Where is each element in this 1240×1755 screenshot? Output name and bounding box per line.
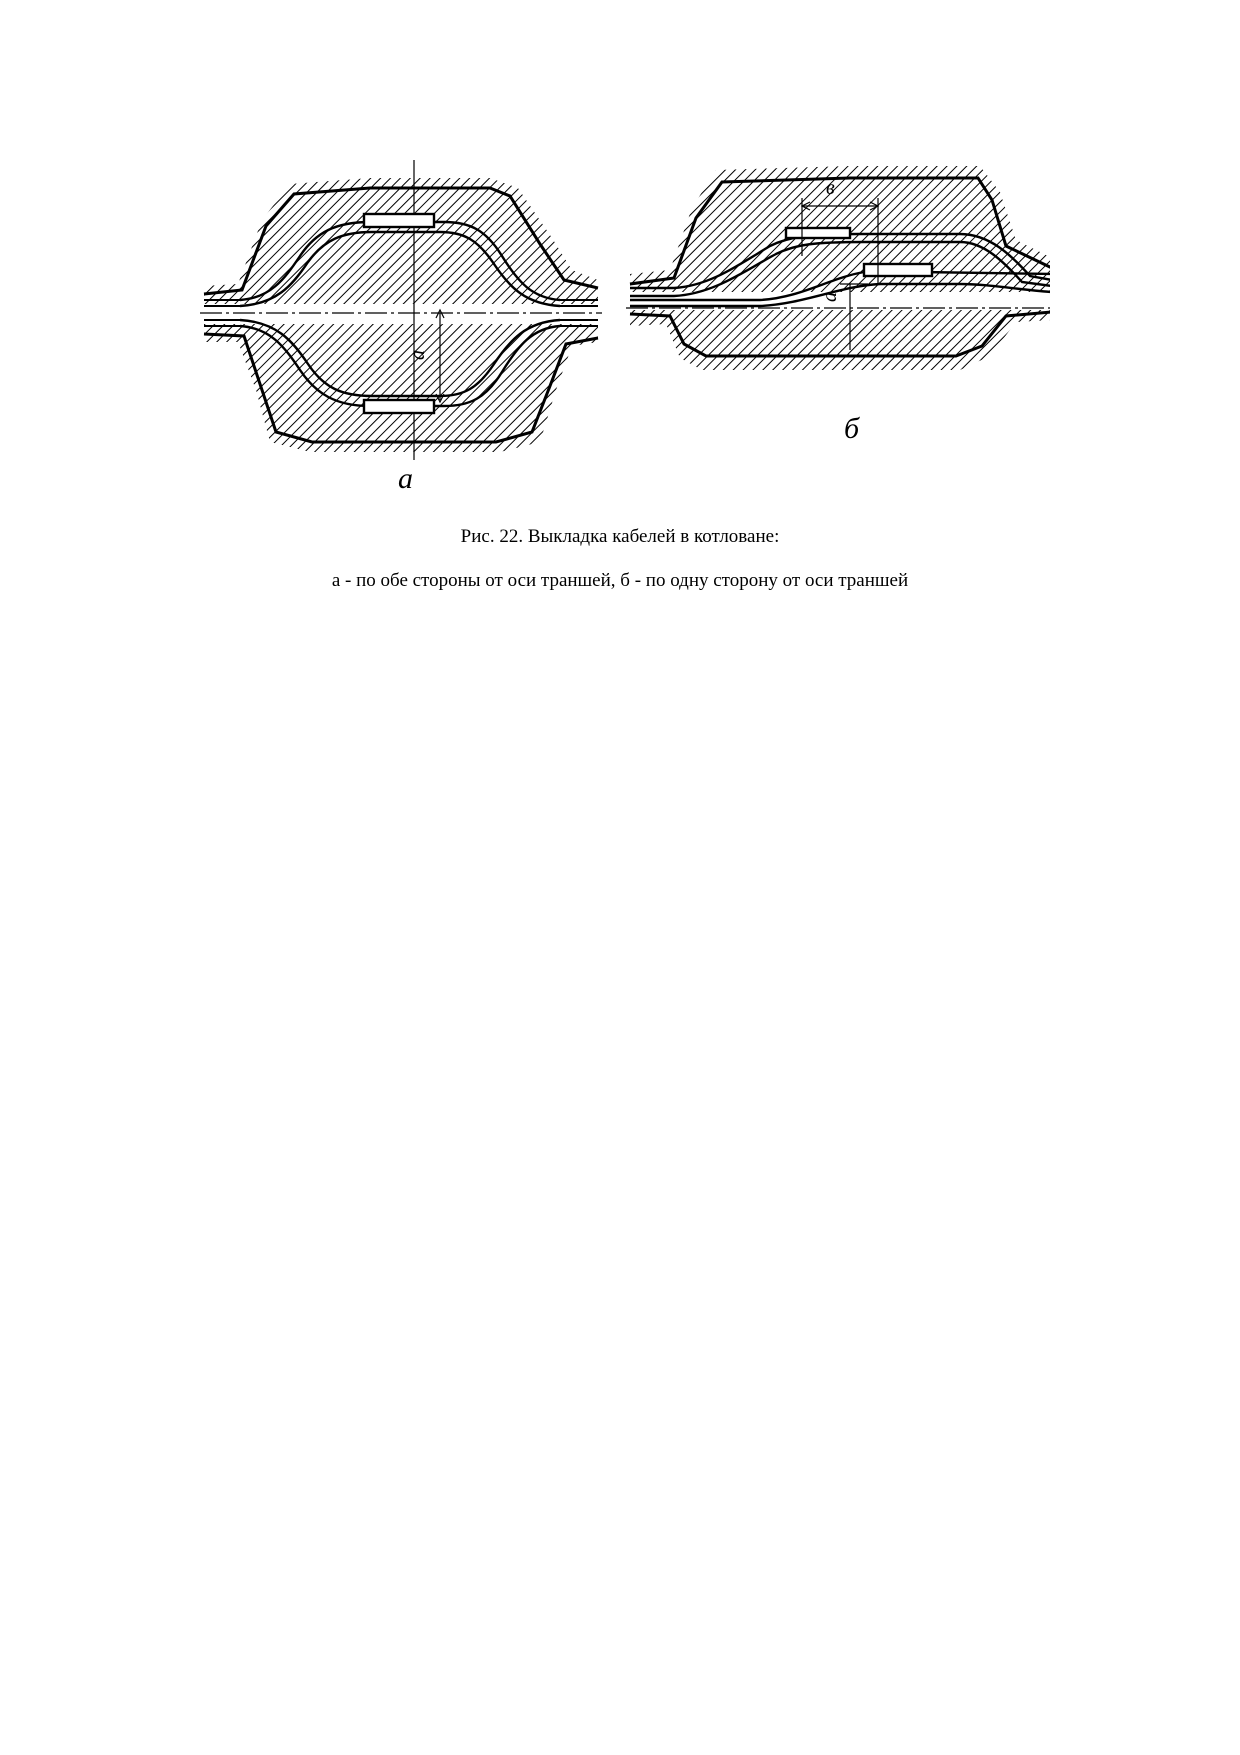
panel-b-dimension-side-label: а <box>819 292 841 302</box>
panel-a-dimension-label: а <box>407 350 429 360</box>
panel-b-dimension-top-label: в <box>826 177 835 199</box>
panel-b-label: б <box>844 412 860 445</box>
figure-caption-description: а - по обе стороны от оси траншей, б - по одну сторону от оси траншей <box>331 570 909 591</box>
panel-a-label: а <box>398 462 413 495</box>
figure-caption-title: Рис. 22. Выкладка кабелей в котловане: <box>460 526 780 547</box>
panel-b-drawing <box>626 166 1050 370</box>
figure-cable-layout <box>200 160 1050 500</box>
panel-a-drawing <box>200 160 602 460</box>
figure-drawing <box>200 160 1050 500</box>
